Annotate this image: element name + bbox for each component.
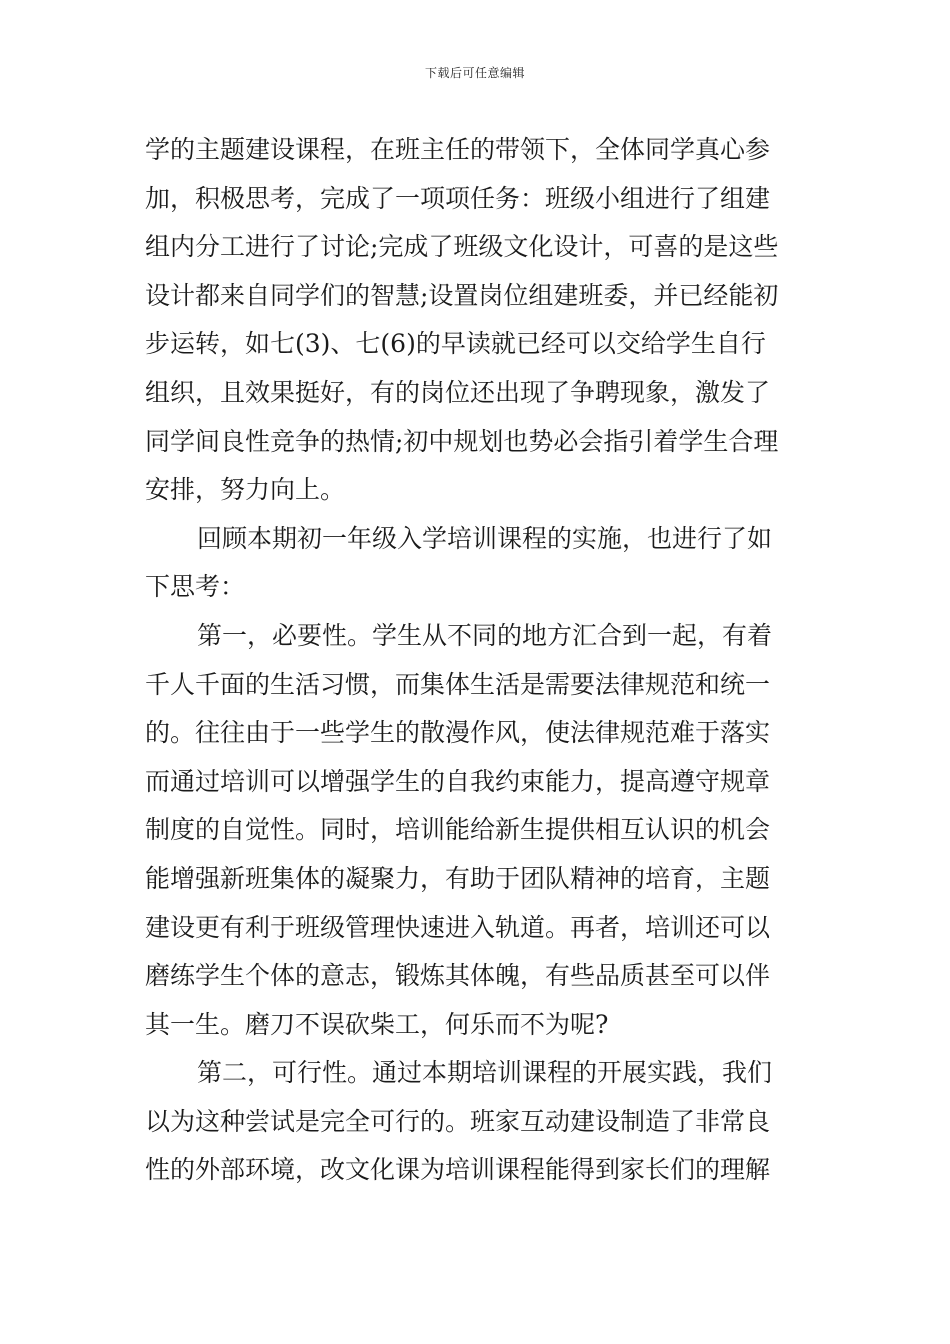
text-line: 组织，且效果挺好，有的岗位还出现了争聘现象，激发了: [145, 377, 771, 407]
text-line: 磨练学生个体的意志，锻炼其体魄，有些品质甚至可以伴: [145, 961, 771, 991]
text-line: 制度的自觉性。同时，培训能给新生提供相互认识的机会: [145, 815, 771, 845]
text-line: 以为这种尝试是完全可行的。班家互动建设制造了非常良: [145, 1106, 771, 1136]
paragraph-start-line: 第一，必要性。学生从不同的地方汇合到一起，有着: [197, 620, 773, 650]
text-line: 而通过培训可以增强学生的自我约束能力，提高遵守规章: [145, 766, 771, 796]
text-line: 的。往往由于一些学生的散漫作风，使法律规范难于落实: [145, 718, 771, 748]
text-line: 建设更有利于班级管理快速进入轨道。再者，培训还可以: [145, 912, 771, 942]
paragraph-start-line: 回顾本期初一年级入学培训课程的实施，也进行了如: [197, 523, 773, 553]
text-line: 性的外部环境，改文化课为培训课程能得到家长们的理解: [145, 1155, 771, 1185]
text-line: 加，积极思考，完成了一项项任务：班级小组进行了组建: [145, 183, 771, 213]
text-line: 能增强新班集体的凝聚力，有助于团队精神的培育，主题: [145, 863, 771, 893]
text-line: 同学间良性竞争的热情;初中规划也势必会指引着学生合理: [145, 426, 779, 456]
text-line: 步运转，如七(3)、七(6)的早读就已经可以交给学生自行: [145, 329, 766, 359]
text-line: 设计都来自同学们的智慧;设置岗位组建班委，并已经能初: [145, 280, 779, 310]
text-line: 学的主题建设课程，在班主任的带领下，全体同学真心参: [145, 135, 771, 164]
text-line: 安排，努力向上。: [145, 475, 346, 505]
text-line: 千人千面的生活习惯，而集体生活是需要法律规范和统一: [145, 669, 771, 699]
text-line: 下思考：: [145, 572, 246, 602]
page-header: 下载后可任意编辑: [424, 66, 525, 80]
text-line: 其一生。磨刀不误砍柴工，何乐而不为呢?: [145, 1009, 609, 1039]
body-text: [145, 126, 805, 1195]
paragraph-start-line: 第二，可行性。通过本期培训课程的开展实践，我们: [197, 1058, 773, 1088]
text-line: 组内分工进行了讨论;完成了班级文化设计，可喜的是这些: [145, 232, 779, 262]
